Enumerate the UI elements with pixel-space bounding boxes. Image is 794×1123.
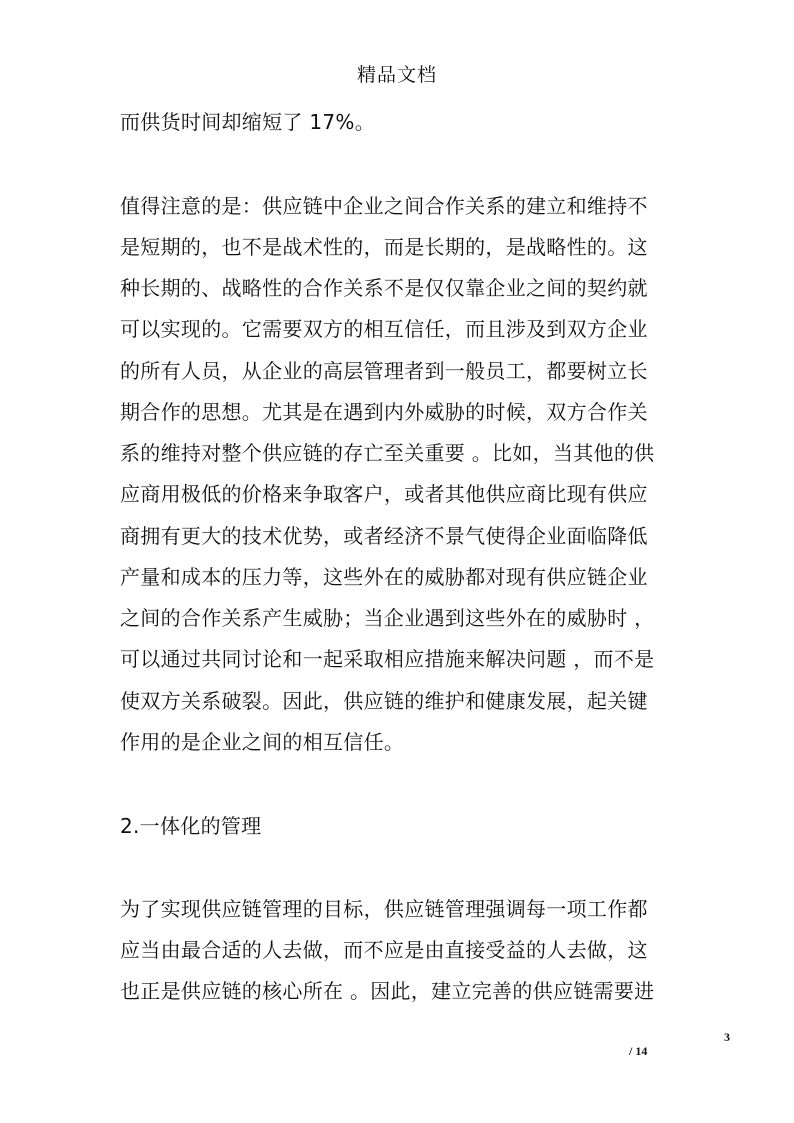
section-heading: 2.一体化的管理: [120, 814, 262, 838]
text-line: 商拥有更大的技术优势，或者经济不景气使得企业面临降低: [120, 524, 648, 548]
text-line: 可以实现的。它需要双方的相互信任，而且涉及到双方企业: [120, 317, 648, 341]
text-line: 而供货时间却缩短了 17%。: [120, 110, 376, 134]
text-line: 也正是供应链的核心所在 。因此，建立完善的供应链需要进: [120, 979, 655, 1003]
text-line: 种长期的、战略性的合作关系不是仅仅靠企业之间的契约就: [120, 276, 648, 300]
text-line: 应当由最合适的人去做，而不应是由直接受益的人去做，这: [120, 938, 648, 962]
text-line: 产量和成本的压力等，这些外在的威胁都对现有供应链企业: [120, 565, 648, 589]
text-line: 的所有人员，从企业的高层管理者到一般员工，都要树立长: [120, 359, 648, 383]
text-line: 期合作的思想。尤其是在遇到内外威胁的时候，双方合作关: [120, 400, 648, 424]
text-line: 是短期的，也不是战术性的，而是长期的，是战略性的。这: [120, 235, 648, 259]
text-line: 作用的是企业之间的相互信任。: [120, 730, 405, 754]
text-line: 应商用极低的价格来争取客户，或者其他供应商比现有供应: [120, 482, 648, 506]
text-line: 值得注意的是：供应链中企业之间合作关系的建立和维持不: [120, 194, 648, 218]
page-header: 精品文档: [356, 64, 437, 86]
text-line: 使双方关系破裂。因此，供应链的维护和健康发展，起关键: [120, 689, 648, 713]
text-line: 之间的合作关系产生威胁；当企业遇到这些外在的威胁时 ，: [120, 606, 655, 630]
text-line: 系的维持对整个供应链的存亡至关重要 。比如，当其他的供: [120, 441, 655, 465]
page-total: / 14: [629, 1044, 648, 1058]
text-line: 可以通过共同讨论和一起采取相应措施来解决问题 ，而不是: [120, 647, 655, 671]
text-line: 为了实现供应链管理的目标，供应链管理强调每一项工作都: [120, 897, 648, 921]
page-number: 3: [724, 1030, 730, 1044]
